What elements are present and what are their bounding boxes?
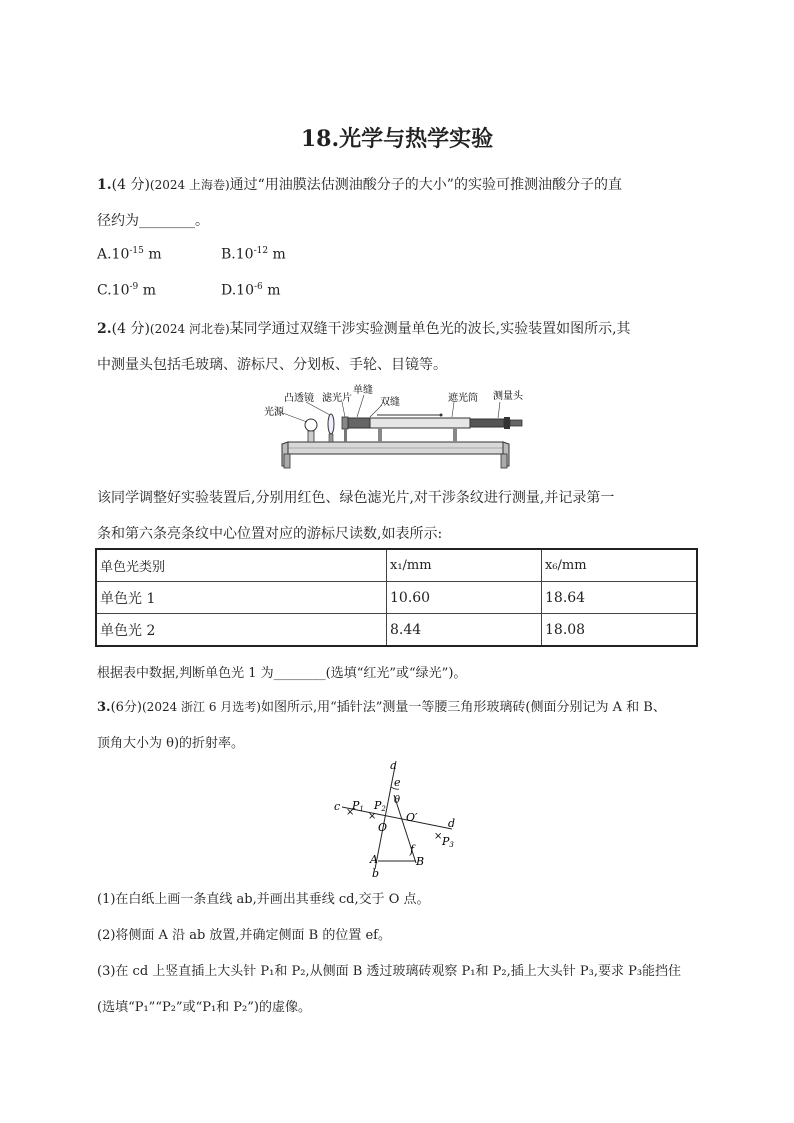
table-row (96, 614, 697, 647)
q2-text-1: 某同学通过双缝干涉实验测量单色光的波长,实验装置如图所示,其 (229, 321, 631, 337)
q2-line1 (97, 318, 631, 338)
label-light-source: 光源 (264, 407, 284, 418)
q2-score: (4 分) (111, 321, 150, 337)
table-header: 单色光类别 (96, 549, 387, 582)
pin-p1-mark: × (346, 807, 355, 818)
double-slit-apparatus-figure (262, 384, 532, 476)
table-header-row (96, 549, 697, 582)
label-p2: P2 (374, 799, 386, 813)
refraction-figure (330, 757, 470, 881)
label-e: e (394, 776, 401, 789)
label-double-slit: 双缝 (380, 397, 400, 408)
label-A: A (370, 853, 378, 866)
label-theta: θ (394, 795, 401, 806)
q1-text-2: 径约为________。 (97, 213, 209, 229)
label-o: O (378, 821, 388, 834)
q2-source: (2024 河北卷) (149, 322, 230, 336)
q1-line1 (97, 174, 622, 194)
table-cell: 10.60 (387, 582, 542, 614)
q1-source: (2024 上海卷) (149, 178, 230, 192)
table-cell: 单色光 2 (96, 614, 387, 647)
table-cell: 8.44 (387, 614, 542, 647)
q3-line1 (97, 696, 666, 715)
label-b: b (372, 867, 380, 880)
q1-option-c: $C.10^{-9}$ m (97, 282, 156, 299)
q3-step-3-cont: (选填“P₁”“P₂”或“P₁和 P₂”)的虚像。 (97, 1000, 311, 1015)
q3-step-2: (2)将侧面 A 沿 ab 放置,并确定侧面 B 的位置 ef。 (97, 928, 391, 943)
table-header: x₆/mm (542, 549, 698, 582)
label-p1: P1 (352, 799, 364, 813)
label-c: c (334, 800, 341, 813)
q3-text-2: 顶角大小为 θ)的折射率。 (97, 736, 245, 751)
label-f: f (410, 843, 415, 856)
label-a: a (390, 759, 397, 772)
label-o-prime: O′ (406, 811, 418, 824)
label-d: d (448, 817, 456, 830)
label-measuring-head: 测量头 (493, 391, 523, 402)
q1-option-b: $B.10^{-12}$ m (221, 246, 286, 263)
q2-data-table (95, 548, 698, 647)
q2-number: 2. (97, 321, 112, 337)
q2-text-2: 中测量头包括毛玻璃、游标尺、分划板、手轮、目镜等。 (97, 357, 447, 373)
q3-step-3: (3)在 cd 上竖直插上大头针 P₁和 P₂,从侧面 B 透过玻璃砖观察 P₁和 P₂,插上大头针 P₃,要求 P₃能挡住 (97, 964, 682, 979)
label-filter: 滤光片 (322, 393, 352, 404)
pin-p3-mark: × (434, 831, 443, 842)
label-tube: 遮光筒 (448, 393, 478, 404)
q1-text-1: 通过“用油膜法估测油酸分子的大小”的实验可推测油酸分子的直 (229, 177, 622, 193)
page-title: 18.光学与热学实验 (300, 126, 494, 152)
q3-text-1: 如图所示,用“插针法”测量一等腰三角形玻璃砖(侧面分别记为 A 和 B、 (260, 700, 666, 715)
table-cell: 18.08 (542, 614, 698, 647)
table-row (96, 582, 697, 614)
table-cell: 18.64 (542, 582, 698, 614)
label-p3: P3 (442, 835, 454, 849)
q2-text-4: 条和第六条亮条纹中心位置对应的游标尺读数,如表所示: (97, 526, 443, 542)
q3-number: 3. (97, 700, 111, 715)
label-single-slit: 单缝 (353, 385, 373, 396)
q3-step-1: (1)在白纸上画一条直线 ab,并画出其垂线 cd,交于 O 点。 (97, 892, 430, 907)
label-convex-lens: 凸透镜 (284, 393, 314, 404)
q3-source: (2024 浙江 6 月选考) (142, 700, 261, 714)
q1-option-a: $A.10^{-15}$ m (97, 246, 162, 263)
q1-number: 1. (97, 177, 112, 193)
pin-p2-mark: × (368, 811, 377, 822)
q1-score: (4 分) (111, 177, 150, 193)
table-cell: 单色光 1 (96, 582, 387, 614)
q2-text-5: 根据表中数据,判断单色光 1 为________(选填“红光”或“绿光”)。 (97, 666, 467, 681)
q2-text-3: 该同学调整好实验装置后,分别用红色、绿色滤光片,对干涉条纹进行测量,并记录第一 (97, 490, 615, 506)
q3-score: (6分) (110, 700, 142, 715)
label-B: B (416, 855, 425, 868)
q1-option-d: $D.10^{-6}$ m (221, 282, 281, 299)
table-header: x₁/mm (387, 549, 542, 582)
